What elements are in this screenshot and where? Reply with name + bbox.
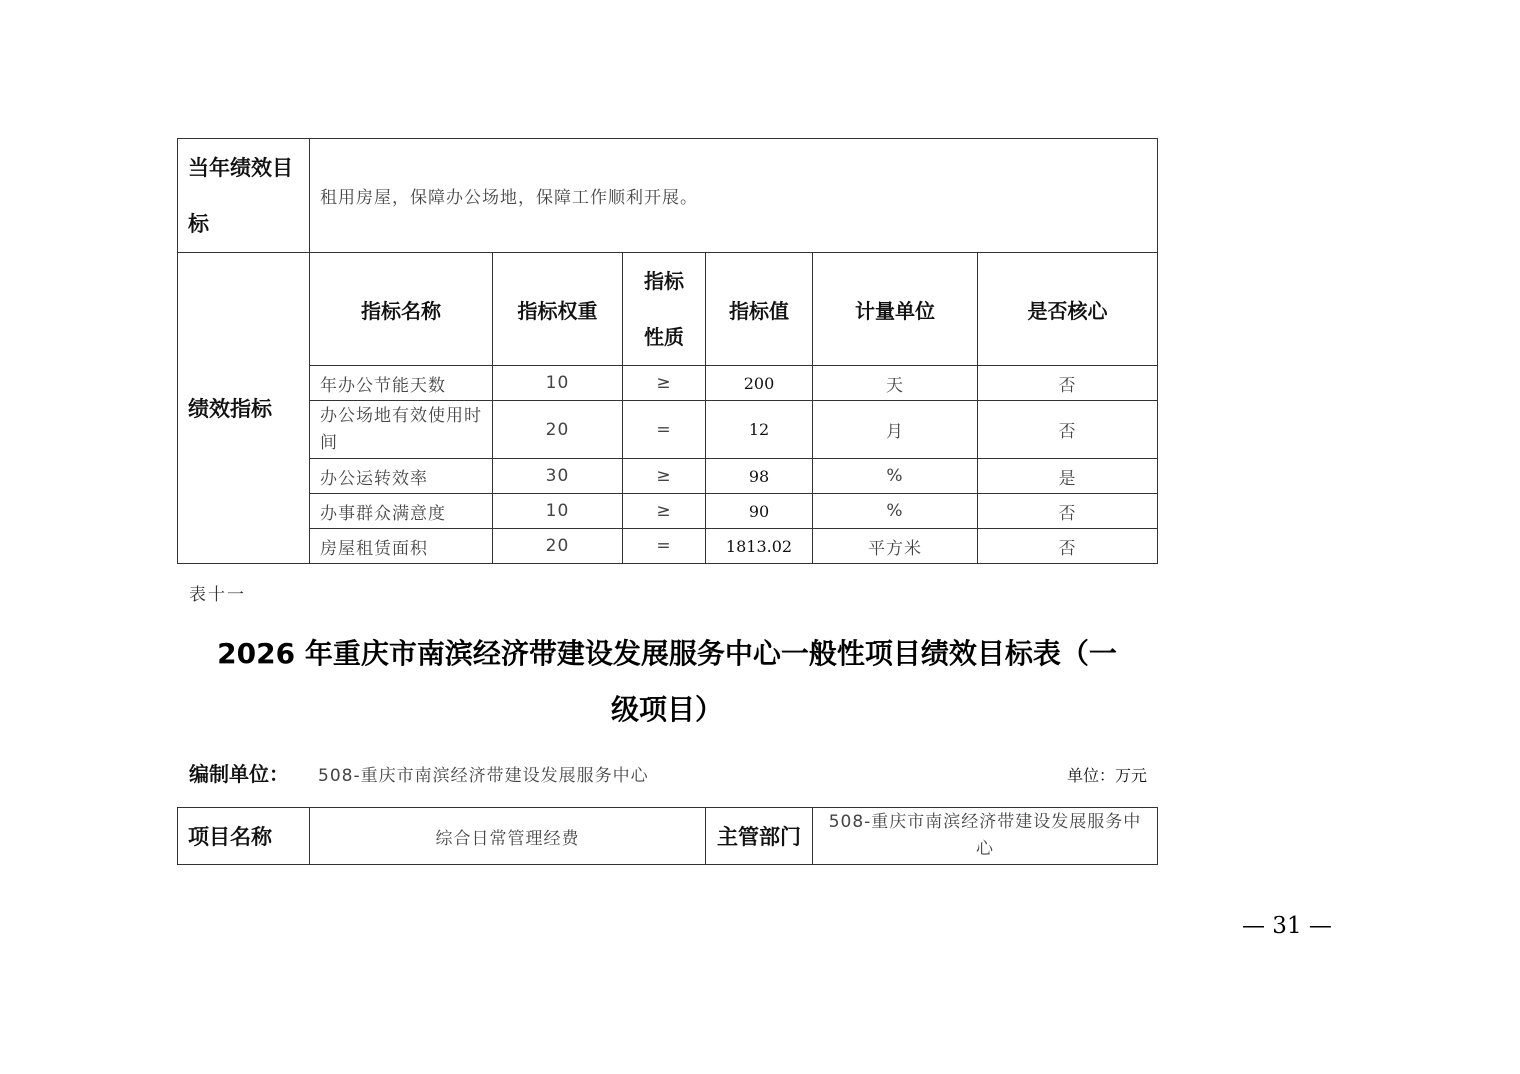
row-core: 否 <box>978 366 1158 401</box>
project-name-value: 综合日常管理经费 <box>310 808 706 865</box>
dept-label: 主管部门 <box>706 808 813 865</box>
header-nature-line2: 性质 <box>644 325 684 349</box>
row-unit: % <box>813 494 978 529</box>
header-indicator-name: 指标名称 <box>310 253 493 366</box>
row-nature: ≥ <box>623 366 706 401</box>
currency-unit: 单位：万元 <box>1066 766 1147 785</box>
row-core: 是 <box>978 459 1158 494</box>
page-title-line1: 2026 年重庆市南滨经济带建设发展服务中心一般性项目绩效目标表（一 <box>217 637 1117 670</box>
goal-label <box>178 139 310 253</box>
dept-value-line2: 心 <box>976 839 994 859</box>
project-row <box>178 808 1158 865</box>
header-unit: 计量单位 <box>813 253 978 366</box>
header-core: 是否核心 <box>978 253 1158 366</box>
row-core: 否 <box>978 401 1158 459</box>
page-title <box>177 626 1157 738</box>
row-value: 1813.02 <box>706 529 813 564</box>
org-label: 编制单位： <box>189 762 289 786</box>
project-table <box>177 807 1158 865</box>
row-weight: 30 <box>493 459 623 494</box>
row-core: 否 <box>978 494 1158 529</box>
goal-label-line1: 当年绩效目 <box>188 155 293 180</box>
dept-value-line1: 508-重庆市南滨经济带建设发展服务中 <box>828 812 1142 832</box>
indicator-header-row <box>178 253 1158 366</box>
row-nature: = <box>623 529 706 564</box>
page-number: — 31 — <box>1242 913 1332 939</box>
indicators-section-label: 绩效指标 <box>178 253 310 564</box>
row-name: 办事群众满意度 <box>310 494 493 529</box>
dept-value <box>813 808 1158 865</box>
table-row <box>178 494 1158 529</box>
row-core: 否 <box>978 529 1158 564</box>
goal-label-line2: 标 <box>188 211 209 236</box>
row-name: 年办公节能天数 <box>310 366 493 401</box>
project-name-label: 项目名称 <box>178 808 310 865</box>
header-indicator-value: 指标值 <box>706 253 813 366</box>
header-indicator-nature <box>623 253 706 366</box>
header-nature-line1: 指标 <box>644 269 684 293</box>
table-row <box>178 401 1158 459</box>
row-unit: 平方米 <box>813 529 978 564</box>
performance-table <box>177 138 1158 564</box>
header-indicator-weight: 指标权重 <box>493 253 623 366</box>
row-name: 办公运转效率 <box>310 459 493 494</box>
table-number: 表十一 <box>189 585 246 605</box>
row-unit: % <box>813 459 978 494</box>
goal-text: 租用房屋，保障办公场地，保障工作顺利开展。 <box>310 139 1158 253</box>
org-value: 508-重庆市南滨经济带建设发展服务中心 <box>318 766 649 786</box>
row-value: 90 <box>706 494 813 529</box>
row-value: 12 <box>706 401 813 459</box>
row-name: 办公场地有效使用时间 <box>310 401 493 459</box>
row-weight: 10 <box>493 494 623 529</box>
row-value: 98 <box>706 459 813 494</box>
row-name: 房屋租赁面积 <box>310 529 493 564</box>
row-unit: 月 <box>813 401 978 459</box>
row-nature: ≥ <box>623 459 706 494</box>
row-weight: 20 <box>493 529 623 564</box>
table-row <box>178 366 1158 401</box>
row-nature: ≥ <box>623 494 706 529</box>
row-value: 200 <box>706 366 813 401</box>
row-unit: 天 <box>813 366 978 401</box>
table-row <box>178 459 1158 494</box>
goal-row <box>178 139 1158 253</box>
row-weight: 20 <box>493 401 623 459</box>
page-title-line2: 级项目） <box>610 693 723 726</box>
row-weight: 10 <box>493 366 623 401</box>
table-row <box>178 529 1158 564</box>
row-nature: = <box>623 401 706 459</box>
